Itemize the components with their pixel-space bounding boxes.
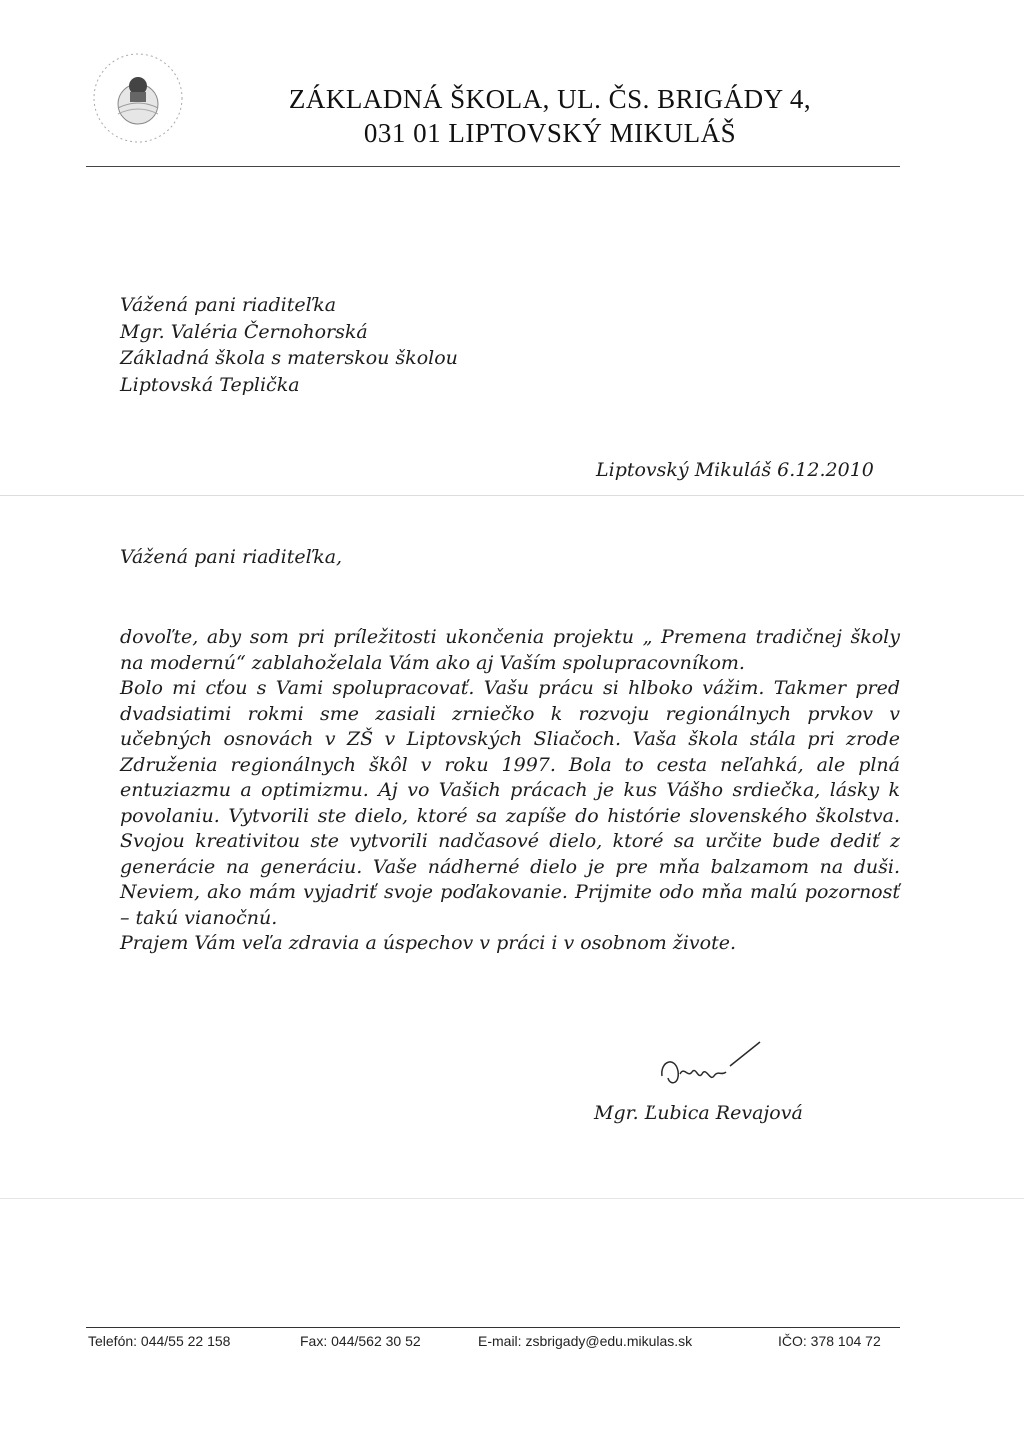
recipient-address	[120, 292, 458, 398]
handwritten-signature	[640, 1036, 790, 1096]
letterhead-line-2: 031 01 LIPTOVSKÝ MIKULÁŠ	[363, 118, 737, 148]
letter-body	[120, 625, 900, 957]
place-date: Liptovský Mikuláš 6.12.2010	[596, 459, 874, 481]
salutation: Vážená pani riaditeľka,	[120, 546, 343, 568]
footer-divider	[86, 1327, 900, 1328]
recipient-line: Liptovská Teplička	[120, 373, 300, 396]
letterhead-line-1: ZÁKLADNÁ ŠKOLA, UL. ČS. BRIGÁDY 4,	[288, 84, 812, 114]
footer-fax: Fax: 044/562 30 52	[300, 1333, 421, 1349]
header-divider	[86, 166, 900, 167]
scan-fold-line	[0, 495, 1024, 496]
body-paragraph: Bolo mi cťou s Vami spolupracovať. Vašu prácu si hlboko vážim. Takmer pred dvadsiatimi rokmi sme zasiali zrniečko k rozvoju regionálnych prvkov v učebných osnovách v ZŠ v Liptovských Sliačoch. Vaša škola stála pri zrode Združenia regionálnych škôl v roku 1997. Bola to cesta neľahká, ale plná entuziazmu a optimizmu. Aj vo Vašich prácach je kus Vášho srdiečka, lásky k povolaniu. Vytvorili ste dielo, ktoré sa zapíše do histórie slovenského školstva. Svojou kreativitou ste vytvorili nadčasové dielo, ktoré sa určite bude dediť z generácie na generáciu. Vaše nádherné dielo je pre mňa balzamom na duši. Neviem, ako mám vyjadriť svoje poďakovanie. Prijmite odo mňa malú pozornosť – takú vianočnú.	[120, 677, 900, 929]
scan-fold-line	[0, 1198, 1024, 1199]
school-seal-icon	[88, 48, 188, 148]
signer-name: Mgr. Ľubica Revajová	[594, 1102, 803, 1124]
body-paragraph: dovoľte, aby som pri príležitosti ukončenia projektu „ Premena tradičnej školy na modernú“ zablahoželala Vám ako aj Vaším spolupracovníkom.	[120, 626, 900, 674]
footer-ico: IČO: 378 104 72	[778, 1333, 881, 1349]
body-paragraph: Prajem Vám veľa zdravia a úspechov v práci i v osobnom živote.	[120, 932, 737, 954]
footer-phone: Telefón: 044/55 22 158	[88, 1333, 231, 1349]
footer-email: E-mail: zsbrigady@edu.mikulas.sk	[478, 1333, 693, 1349]
recipient-line: Základná škola s materskou školou	[120, 347, 458, 369]
recipient-line: Vážená pani riaditeľka	[120, 294, 337, 316]
recipient-line: Mgr. Valéria Černohorská	[120, 320, 368, 343]
